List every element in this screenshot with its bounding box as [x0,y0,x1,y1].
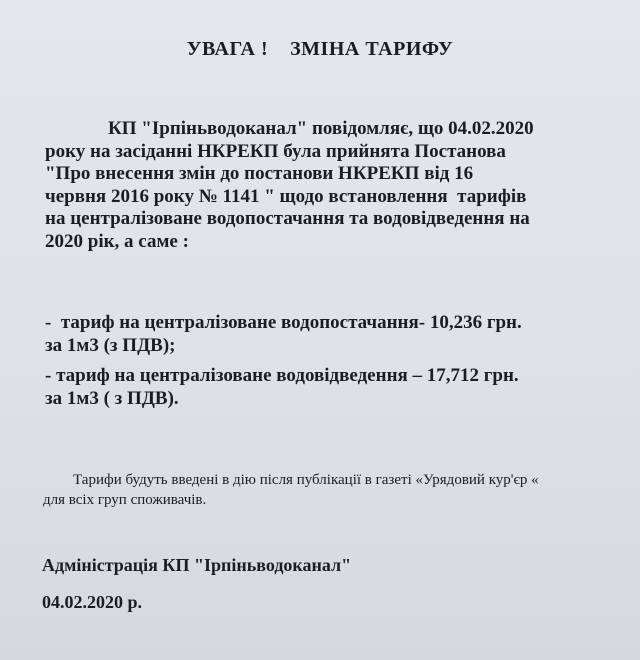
body-line: КП "Ірпіньводоканал" повідомляє, що 04.02.2020 [108,118,534,139]
tariff-water-supply: - тариф на централізоване водопостачання- 10,236 грн. [45,312,522,333]
signature-administration: Адміністрація КП "Ірпіньводоканал" [42,555,352,575]
note-line: Тарифи будуть введені в дію після публікації в газеті «Урядовий кур'єр « [73,472,539,488]
notice-date: 04.02.2020 р. [42,592,143,612]
tariff-drainage-unit: за 1м3 ( з ПДВ). [45,387,179,409]
tariff-drainage: - тариф на централізоване водовідведення – 17,712 грн. [45,365,519,386]
body-line: червня 2016 року № 1141 " щодо встановлення тарифів [45,185,527,207]
spacer [45,357,620,365]
body-line: 2020 рік, а саме : [45,230,189,252]
note-line: для всіх груп споживачів. [43,492,207,508]
tariff-list [45,312,620,410]
notice-title: УВАГА ! ЗМІНА ТАРИФУ [186,38,454,60]
body-line: "Про внесення змін до постанови НКРЕКП від 16 [45,163,474,184]
publication-note [43,470,633,510]
notice-body [45,118,620,253]
body-line: на централізоване водопостачання та водовідведення на [45,208,530,229]
tariff-water-supply-unit: за 1м3 (з ПДВ); [45,334,176,356]
body-line: року на засіданні НКРЕКП була прийнята Постанова [45,140,506,162]
